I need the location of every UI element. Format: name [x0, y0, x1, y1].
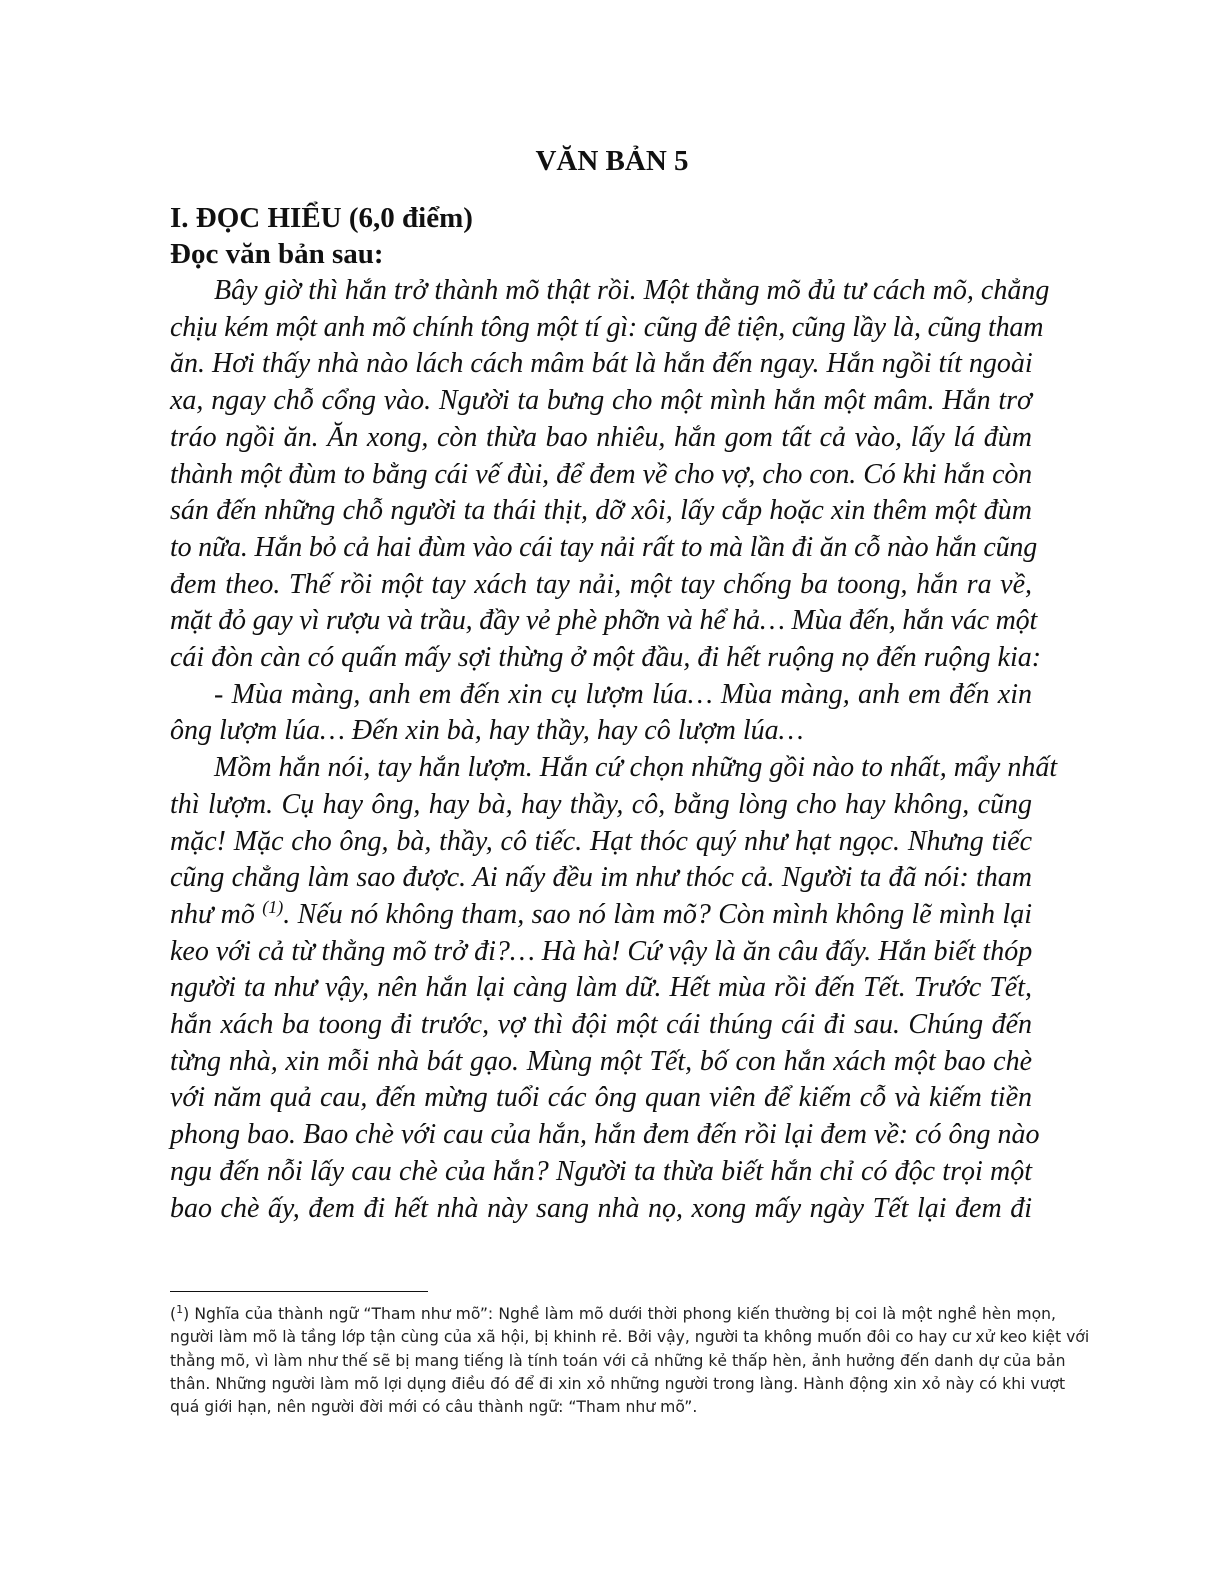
footnote [170, 1303, 1090, 1419]
passage-paragraph-2 [170, 677, 1032, 750]
passage-line: keo với cả từ thằng mõ trở đi?… Hà hà! Cứ vậy là ăn câu đấy. Hắn biết thóp [170, 935, 1033, 967]
passage-line: bao chè ấy, đem đi hết nhà này sang nhà nọ, xong mấy ngày Tết lại đem đi [170, 1192, 1032, 1224]
footnote-open: ( [170, 1305, 177, 1323]
passage-line: cái đòn càn có quấn mấy sợi thừng ở một đầu, đi hết ruộng nọ đến ruộng kia: [170, 642, 1042, 674]
passage-line: hắn xách ba toong đi trước, vợ thì đội một cái thúng cái đi sau. Chúng đến [170, 1009, 1032, 1041]
footnote-line: thằng mõ, vì làm như thế sẽ bị mang tiếng là tính toán với cả những kẻ thấp hèn, ảnh hưởng đến danh dự của bản [170, 1351, 1066, 1370]
document-title: VĂN BẢN 5 [535, 145, 689, 177]
footnote-separator [170, 1291, 428, 1292]
footnote-line: người làm mõ là tầng lớp tận cùng của xã hội, bị khinh rẻ. Bởi vậy, người ta không muốn đôi co hay cư xử keo kiệt với [170, 1328, 1090, 1347]
passage-line: thì lượm. Cụ hay ông, hay bà, hay thầy, cô, bằng lòng cho hay không, cũng [170, 788, 1032, 820]
passage-line: phong bao. Bao chè với cau của hắn, hắn đem đến rồi lại đem về: có ông nào [170, 1119, 1040, 1151]
passage-line: ông lượm lúa… Đến xin bà, hay thầy, hay cô lượm lúa… [170, 715, 804, 747]
footnote-marker: 1 [176, 1303, 184, 1316]
passage-line: với năm quả cau, đến mừng tuổi các ông quan viên để kiếm cỗ và kiếm tiền [170, 1082, 1032, 1114]
reading-instruction: Đọc văn bản sau: [170, 238, 384, 270]
footnote-line [170, 1303, 1056, 1326]
passage-line: ngu đến nỗi lấy cau chè của hắn? Người ta thừa biết hắn chỉ có độc trọi một [170, 1155, 1032, 1187]
passage-line: to nữa. Hắn bỏ cả hai đùm vào cái tay nải rất to mà lần đi ăn cỗ nào hắn cũng [170, 531, 1038, 563]
passage-line: sán đến những chỗ người ta thái thịt, dỡ xôi, lấy cắp hoặc xin thêm một đùm [170, 495, 1032, 527]
passage-line: cũng chẳng làm sao được. Ai nấy đều im như thóc cả. Người ta đã nói: tham [170, 862, 1032, 894]
passage-line: - Mùa màng, anh em đến xin cụ lượm lúa… Mùa màng, anh em đến xin [214, 678, 1032, 710]
passage-line: tráo ngồi ăn. Ăn xong, còn thừa bao nhiêu, hắn gom tất cả vào, lấy lá đùm [170, 421, 1032, 453]
footnote-text: ) Nghĩa của thành ngữ “Tham như mõ”: Nghề làm mõ dưới thời phong kiến thường bị coi là một nghề hèn mọn, [183, 1305, 1056, 1323]
reading-passage [170, 273, 1058, 1227]
passage-line: xa, ngay chỗ cổng vào. Người ta bưng cho một mình hắn một mâm. Hắn trơ [170, 385, 1032, 417]
passage-line: người ta như vậy, nên hắn lại càng làm dữ. Hết mùa rồi đến Tết. Trước Tết, [170, 972, 1032, 1004]
footnote-line: thân. Những người làm mõ lợi dụng điều đó để đi xin xỏ những người trong làng. Hành động xin xỏ này có khi vượt [170, 1374, 1066, 1393]
passage-line: Bây giờ thì hắn trở thành mõ thật rồi. Một thằng mõ đủ tư cách mõ, chẳng [214, 275, 1050, 306]
passage-line: mặc! Mặc cho ông, bà, thầy, cô tiếc. Hạt thóc quý như hạt ngọc. Nhưng tiếc [170, 825, 1032, 857]
section-heading: I. ĐỌC HIỂU (6,0 điểm) [170, 202, 473, 234]
footnote-reference: (1) [262, 896, 284, 917]
passage-text: như mõ [170, 898, 263, 930]
passage-line: ăn. Hơi thấy nhà nào lách cách mâm bát là hắn đến ngay. Hắn ngồi tít ngoài [170, 348, 1033, 380]
passage-paragraph-3 [170, 750, 1058, 1227]
passage-line: thành một đùm to bằng cái vế đùi, để đem về cho vợ, cho con. Có khi hắn còn [170, 458, 1032, 490]
passage-line: đem theo. Thế rồi một tay xách tay nải, một tay chống ba toong, hắn ra về, [170, 568, 1032, 600]
passage-text: . Nếu nó không tham, sao nó làm mõ? Còn mình không lẽ mình lại [283, 898, 1032, 930]
passage-line: từng nhà, xin mỗi nhà bát gạo. Mùng một Tết, bố con hắn xách một bao chè [170, 1045, 1032, 1077]
passage-line: chịu kém một anh mõ chính tông một tí gì: cũng đê tiện, cũng lầy là, cũng tham [170, 311, 1044, 343]
passage-line-with-footnote [170, 897, 1032, 934]
footnote-line: quá giới hạn, nên người đời mới có câu thành ngữ: “Tham như mõ”. [170, 1398, 698, 1417]
passage-paragraph-1 [170, 273, 1050, 677]
passage-line: mặt đỏ gay vì rượu và trầu, đầy vẻ phè phỡn và hể hả… Mùa đến, hắn vác một [170, 605, 1038, 637]
passage-line: Mồm hắn nói, tay hắn lượm. Hắn cứ chọn những gồi nào to nhất, mẩy nhất [214, 752, 1058, 784]
